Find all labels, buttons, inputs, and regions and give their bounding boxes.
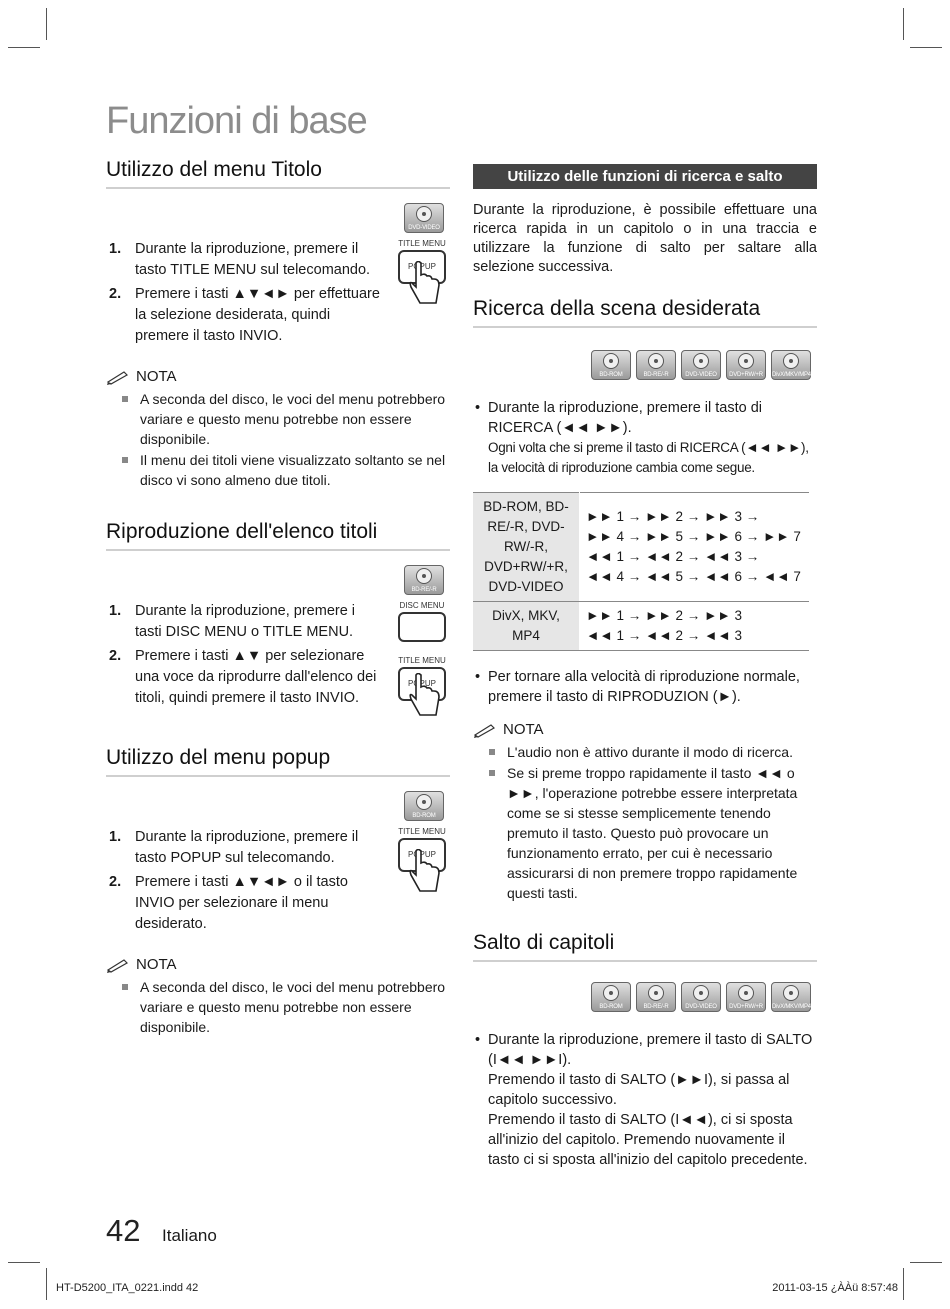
steps-list	[106, 239, 381, 350]
bullet-item: • Durante la riproduzione, premere il tasto di RICERCA (◄◄ ►►). Ogni volta che si preme il tasto di RICERCA (◄◄ ►►), la velocità di riproduzione cambia come segue.	[473, 398, 817, 478]
page-number: 42	[106, 1213, 141, 1248]
crop-mark	[903, 1268, 904, 1300]
nota-heading: NOTA	[473, 721, 817, 738]
step-item: 1. Durante la riproduzione, premere il tasto POPUP sul telecomando.	[109, 829, 359, 866]
section-title-salto-capitoli: Salto di capitoli	[473, 931, 817, 962]
nota-heading: NOTA	[106, 956, 450, 973]
table-cell-category: BD-ROM, BD-RE/-R, DVD-RW/-R, DVD+RW/+R, DVD-VIDEO	[473, 493, 580, 602]
disc-icon: DVD-VIDEO	[404, 203, 444, 233]
crop-mark	[910, 1262, 942, 1263]
table-row	[473, 602, 809, 651]
step-item: 1. Durante la riproduzione, premere il tasto TITLE MENU sul telecomando.	[109, 241, 371, 278]
popup-key: POPUP	[398, 667, 446, 701]
remote-label: DISC MENU	[399, 601, 445, 610]
nota-list	[106, 977, 450, 1037]
steps-list	[106, 601, 381, 712]
section-title-elenco-titoli: Riproduzione dell'elenco titoli	[106, 520, 450, 551]
nota-item: A seconda del disco, le voci del menu potrebbero variare e questo menu potrebbe non essere disponibile.	[140, 977, 450, 1037]
nota-item: A seconda del disco, le voci del menu potrebbero variare e questo menu potrebbe non essere disponibile.	[140, 389, 450, 449]
speed-table	[473, 492, 809, 651]
nota-list	[106, 389, 450, 490]
remote-key-illustration	[394, 601, 450, 712]
section-title-ricerca-salto: Utilizzo delle funzioni di ricerca e salto	[473, 164, 817, 189]
disc-icons	[473, 982, 811, 1012]
disc-icons	[106, 791, 444, 821]
steps-list	[106, 827, 381, 938]
print-slug-date: 2011-03-15 ¿ÀÀü 8:57:48	[772, 1282, 898, 1294]
crop-mark	[8, 1262, 40, 1263]
nota-heading: NOTA	[106, 368, 450, 385]
print-slug-file: HT-D5200_ITA_0221.indd 42	[56, 1282, 199, 1294]
disc-icon: BD-ROM	[404, 791, 444, 821]
remote-key-illustration	[394, 827, 450, 938]
disc-icon: BD-RE/-R	[636, 350, 676, 380]
disc-icons	[106, 565, 444, 595]
disc-icon: BD-RE/-R	[404, 565, 444, 595]
remote-label: TITLE MENU	[398, 656, 446, 665]
section-title-menu-popup: Utilizzo del menu popup	[106, 746, 450, 777]
pencil-icon	[106, 957, 130, 973]
table-cell-category: DivX, MKV, MP4	[473, 602, 580, 651]
disc-icon: BD-ROM	[591, 350, 631, 380]
step-item: 2. Premere i tasti ▲▼◄► o il tasto INVIO per selezionare il menu desiderato.	[109, 874, 348, 932]
disc-icon: DVD+RW/+R	[726, 350, 766, 380]
crop-mark	[910, 47, 942, 48]
disc-icon: DivX/MKV/MP4	[771, 350, 811, 380]
remote-label: TITLE MENU	[398, 239, 446, 248]
popup-key: POPUP	[398, 250, 446, 284]
page-title: Funzioni di base	[106, 100, 367, 142]
step-item: 2. Premere i tasti ▲▼◄► per effettuare la selezione desiderata, quindi premere il tasto INVIO.	[109, 286, 380, 344]
crop-mark	[8, 47, 40, 48]
intro-paragraph: Durante la riproduzione, è possibile effettuare una ricerca rapida in un capitolo o in una traccia e utilizzare la funzione di salto per saltare alla selezione successiva.	[473, 202, 817, 275]
nota-item: Il menu dei titoli viene visualizzato soltanto se nel disco vi sono almeno due titoli.	[140, 450, 450, 490]
disc-icon: DivX/MKV/MP4	[771, 982, 811, 1012]
hand-icon	[408, 261, 442, 307]
pencil-icon	[473, 722, 497, 738]
step-item: 2. Premere i tasti ▲▼ per selezionare una voce da riprodurre dall'elenco dei titoli, quindi premere il tasto INVIO.	[109, 648, 377, 706]
disc-menu-key	[398, 612, 446, 642]
page-language: Italiano	[162, 1226, 217, 1245]
left-column	[106, 158, 450, 1038]
remote-key-illustration	[394, 239, 450, 350]
disc-icon: BD-ROM	[591, 982, 631, 1012]
remote-label: TITLE MENU	[398, 827, 446, 836]
crop-mark	[903, 8, 904, 40]
table-row	[473, 493, 809, 602]
crop-mark	[46, 1268, 47, 1300]
pencil-icon	[106, 369, 130, 385]
disc-icon: DVD+RW/+R	[726, 982, 766, 1012]
disc-icon: BD-RE/-R	[636, 982, 676, 1012]
hand-icon	[408, 673, 442, 719]
bullet-item: • Per tornare alla velocità di riproduzione normale, premere il tasto di RIPRODUZION (►).	[473, 667, 817, 707]
section-title-menu-titolo: Utilizzo del menu Titolo	[106, 158, 450, 189]
disc-icon: DVD-VIDEO	[681, 350, 721, 380]
nota-item: Se si preme troppo rapidamente il tasto ◄◄ o ►►, l'operazione potrebbe essere interpretata come se si stesse semplicemente tenendo premuto il tasto. Questo può provocare un funzionamento errato, per cui è necessario assicurarsi di non premere troppo rapidamente questi tasti.	[507, 763, 817, 903]
crop-mark	[46, 8, 47, 40]
bullet-item: • Durante la riproduzione, premere il tasto di SALTO (I◄◄ ►►I). Premendo il tasto di SALTO (►►I), si passa al capitolo successivo. Premendo il tasto di SALTO (I◄◄), ci si sposta all'inizio del capitolo. Premendo nuovamente il tasto ci si sposta all'inizio del capitolo precedente.	[473, 1030, 817, 1170]
nota-list	[473, 742, 817, 903]
table-cell-speeds: ►► 1 → ►► 2 → ►► 3 → ►► 4 → ►► 5 → ►► 6 → ►► 7 ◄◄ 1 → ◄◄ 2 → ◄◄ 3 → ◄◄ 4 → ◄◄ 5 → ◄◄ 6 → ◄◄ 7	[580, 493, 810, 602]
section-title-ricerca-scena: Ricerca della scena desiderata	[473, 297, 817, 328]
popup-key: POPUP	[398, 838, 446, 872]
right-column	[473, 158, 817, 1170]
step-item: 1. Durante la riproduzione, premere i tasti DISC MENU o TITLE MENU.	[109, 603, 356, 640]
table-cell-speeds: ►► 1 → ►► 2 → ►► 3 ◄◄ 1 → ◄◄ 2 → ◄◄ 3	[580, 602, 810, 651]
disc-icons	[473, 350, 811, 380]
nota-item: L'audio non è attivo durante il modo di ricerca.	[507, 742, 817, 762]
disc-icon: DVD-VIDEO	[681, 982, 721, 1012]
disc-icons	[106, 203, 444, 233]
hand-icon	[408, 849, 442, 895]
